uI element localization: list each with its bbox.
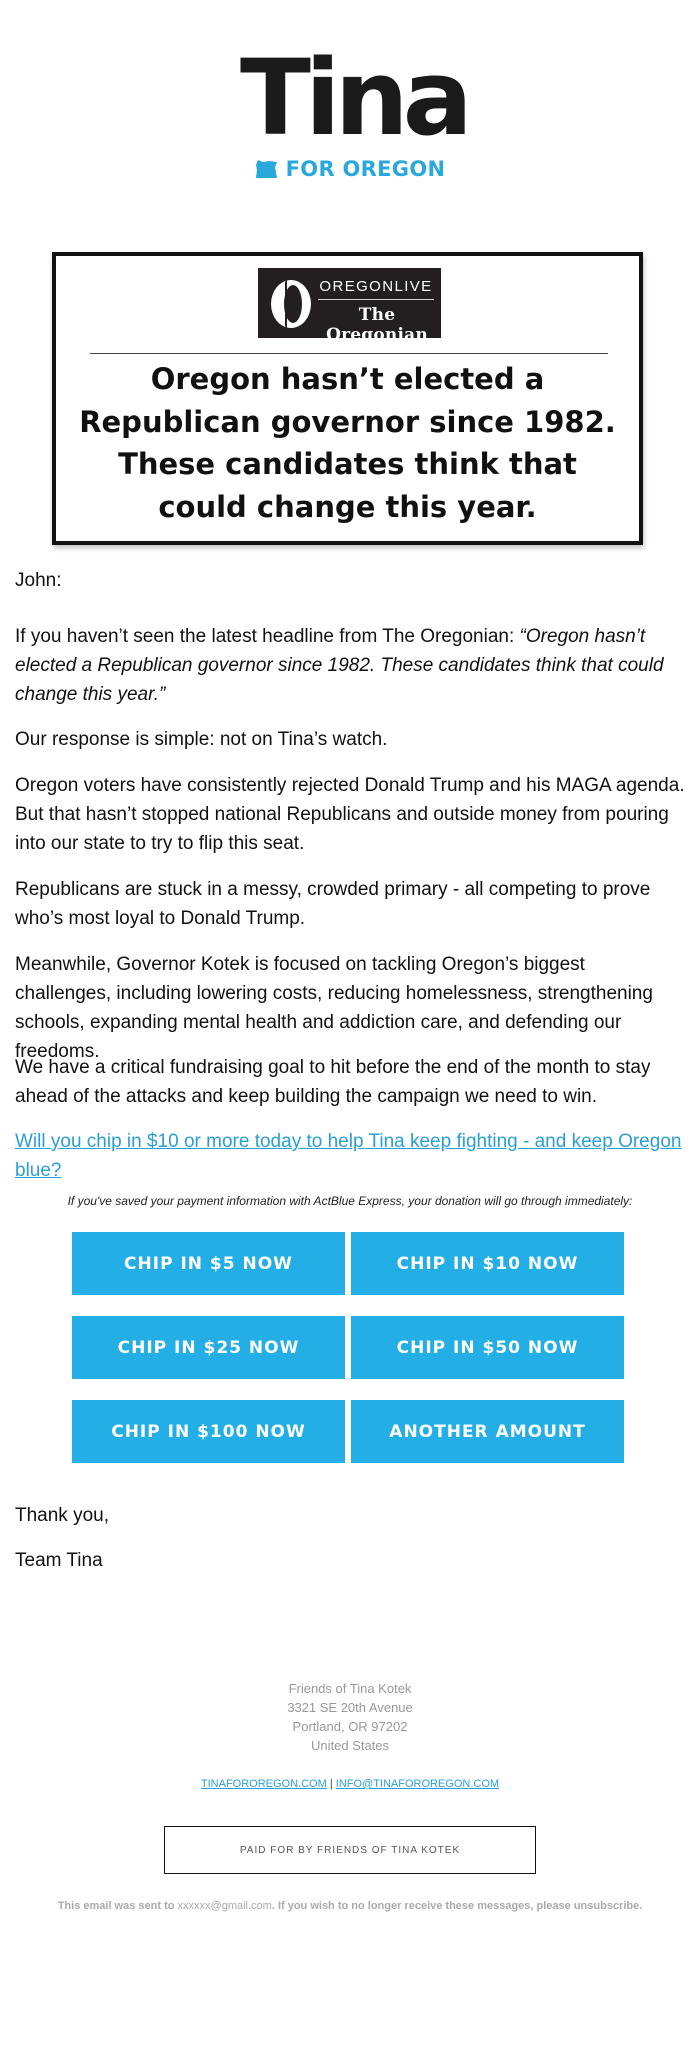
chip-in-5-button[interactable]: CHIP IN $5 NOW	[72, 1232, 345, 1295]
oregonian-o-icon	[266, 278, 316, 330]
footer-street: 3321 SE 20th Avenue	[287, 1700, 413, 1715]
unsub-prefix: This email was sent to	[57, 1900, 178, 1912]
quoted-headline: “Oregon hasn’t elected a Republican governor since 1982. These candidates think that could change this year.”	[15, 626, 664, 705]
headline-line: These candidates think that	[118, 447, 577, 481]
chip-in-link[interactable]: Will you chip in $10 or more today to help Tina keep fighting - and keep Oregon blue?	[15, 1131, 682, 1181]
footer-city: Portland, OR 97202	[292, 1719, 408, 1734]
news-headline-box	[52, 252, 643, 545]
article-headline	[66, 358, 629, 528]
another-amount-button[interactable]: ANOTHER AMOUNT	[351, 1400, 624, 1463]
footer-country: United States	[310, 1738, 390, 1753]
paragraph-intro: If you haven’t seen the latest headline from The Oregonian:	[15, 626, 520, 647]
paragraph-primary: Republicans are stuck in a messy, crowded primary - all competing to prove who’s most loyal to Donald Trump.	[15, 879, 651, 929]
logo-divider	[318, 299, 434, 300]
paragraph-voters: Oregon voters have consistently rejected Donald Trump and his MAGA agenda. But that hasn’t stopped national Republicans and outside money from pouring into our state to try to flip this seat.	[15, 775, 685, 854]
headline-divider	[90, 353, 608, 354]
website-link[interactable]: TINAFOROREGON.COM	[200, 1778, 327, 1790]
chip-in-50-button[interactable]: CHIP IN $50 NOW	[351, 1316, 624, 1379]
headline-line: Republican governor since 1982.	[79, 404, 616, 439]
chip-in-100-button[interactable]: CHIP IN $100 NOW	[72, 1400, 345, 1463]
recipient-email: xxxxxx@gmail.com	[177, 1900, 272, 1912]
closing-signature: Team Tina	[15, 1550, 103, 1571]
footer-links	[0, 1778, 700, 1790]
paragraph-governor: Meanwhile, Governor Kotek is focused on tackling Oregon’s biggest challenges, including lowering costs, reducing homelessness, strengthening schools, expanding mental health and addiction care, and defending our freedoms.	[15, 954, 653, 1062]
logo-tagline-row	[240, 156, 460, 182]
paid-for-disclaimer: PAID FOR BY FRIENDS OF TINA KOTEK	[164, 1826, 536, 1874]
campaign-logo	[240, 37, 467, 182]
cta-paragraph	[15, 1127, 685, 1185]
paragraph-response: Our response is simple: not on Tina’s watch.	[15, 729, 388, 750]
greeting: John:	[15, 570, 62, 591]
oregonlive-logo	[258, 268, 441, 346]
unsub-suffix: . If you wish to no longer receive these messages, please unsubscribe.	[271, 1900, 643, 1912]
chip-in-25-button[interactable]: CHIP IN $25 NOW	[72, 1316, 345, 1379]
chip-in-10-button[interactable]: CHIP IN $10 NOW	[351, 1232, 624, 1295]
headline-line: Oregon hasn’t elected a	[150, 362, 545, 396]
actblue-express-note: If you've saved your payment information with ActBlue Express, your donation will go through immediately:	[67, 1194, 633, 1208]
logo-wordmark: Tina	[240, 37, 467, 159]
closing-thanks: Thank you,	[15, 1505, 109, 1526]
unsubscribe-notice	[0, 1900, 700, 1912]
link-separator: |	[329, 1778, 333, 1790]
email-link[interactable]: INFO@TINAFOROREGON.COM	[335, 1778, 500, 1790]
headline-line: could change this year.	[158, 489, 537, 524]
footer-org-name: Friends of Tina Kotek	[288, 1681, 412, 1696]
oregonlive-wordmark: OREGONLIVE	[319, 278, 433, 295]
paragraph-headline-quote	[15, 622, 685, 709]
oregonian-wordmark: The Oregonian	[326, 305, 428, 346]
paragraph-goal: We have a critical fundraising goal to hit before the end of the month to stay ahead of the attacks and keep building the campaign we need to win.	[15, 1057, 651, 1107]
oregon-state-icon	[255, 159, 279, 179]
logo-tagline: FOR OREGON	[285, 156, 446, 181]
